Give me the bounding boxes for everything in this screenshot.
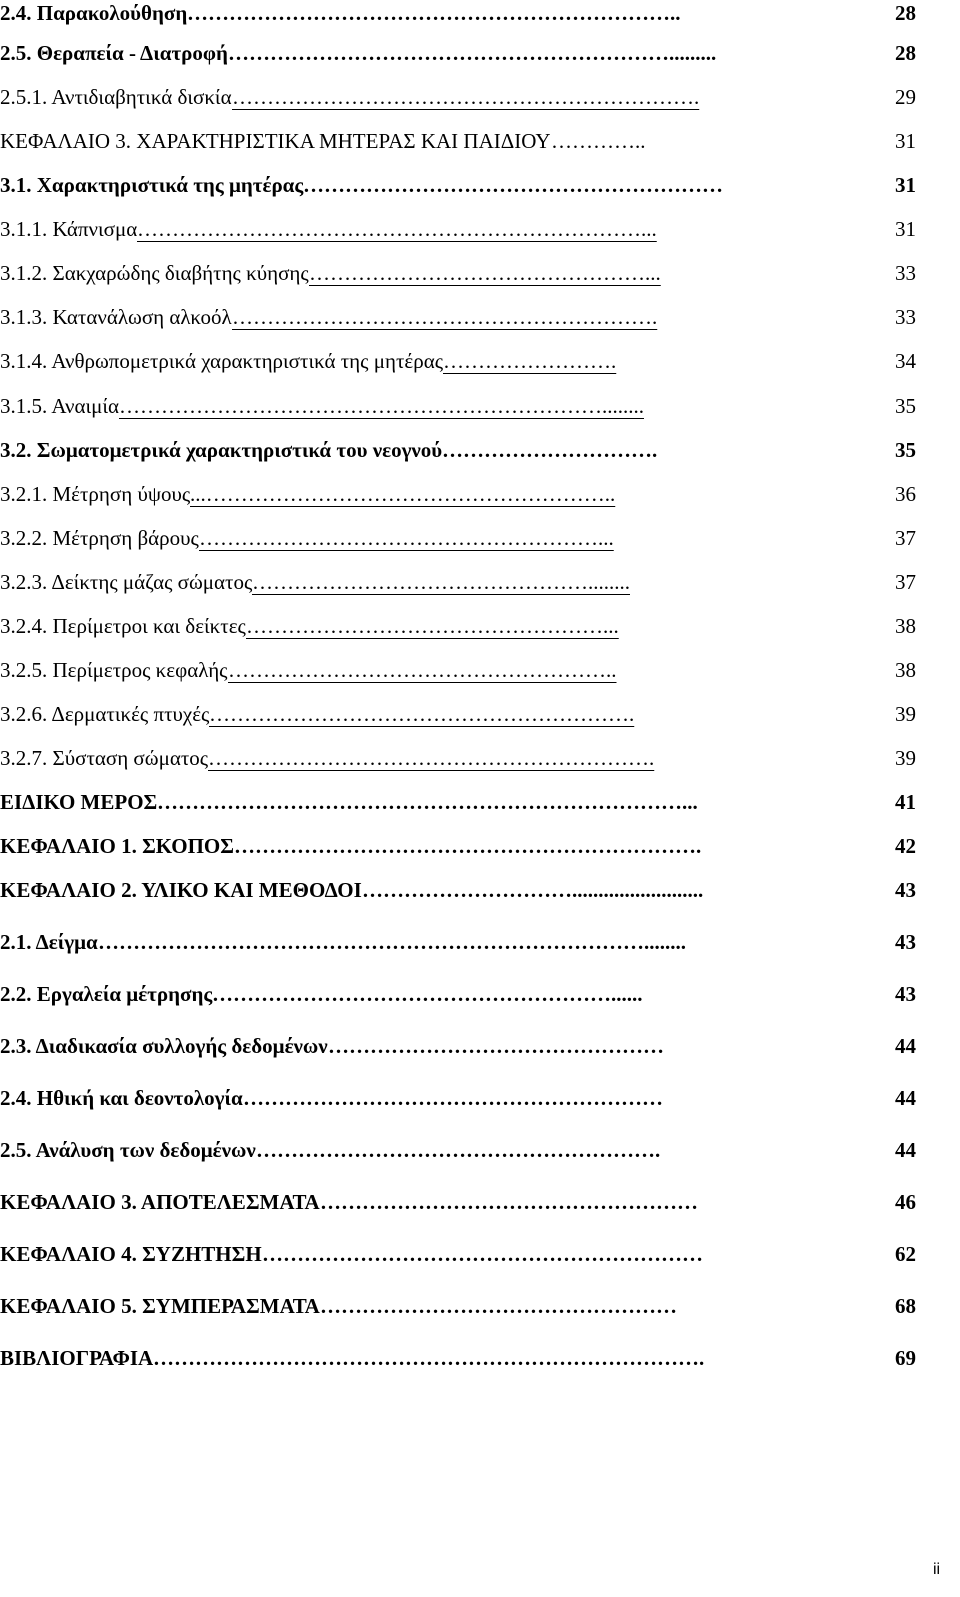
toc-entry-leader: ……………………………………………………………........ (119, 394, 644, 418)
toc-entry[interactable] (0, 260, 960, 294)
toc-entry-leader: …………………………………………………………. (232, 85, 700, 109)
toc-entry-title: 2.4. Ηθική και δεοντολογία (0, 1086, 243, 1110)
toc-entry-title: 3.1.4. Ανθρωπομετρικά χαρακτηριστικά της μητέρας (0, 349, 444, 373)
toc-entry-page-number: 44 (895, 1034, 916, 1058)
toc-entry[interactable] (0, 789, 960, 823)
toc-entry-page-number: 62 (895, 1242, 916, 1266)
toc-entry-page-number: 36 (895, 482, 916, 506)
toc-entry-leader: …………………………………………………... (199, 526, 614, 550)
toc-entry-title: 3.1.2. Σακχαρώδης διαβήτης κύησης (0, 261, 309, 285)
toc-entry-title: 2.3. Διαδικασία συλλογής δεδομένων (0, 1034, 328, 1058)
toc-entry-leader: …………………………………………………. (256, 1138, 661, 1162)
toc-entry[interactable] (0, 0, 960, 34)
toc-entry[interactable] (0, 1345, 960, 1379)
toc-entry-leader: ……………………………………………………. (232, 305, 658, 329)
toc-entry[interactable] (0, 981, 960, 1015)
toc-entry-page-number: 35 (895, 438, 916, 462)
toc-entry[interactable] (0, 172, 960, 206)
toc-entry[interactable] (0, 304, 960, 338)
toc-entry-page-number: 29 (895, 85, 916, 109)
toc-entry-title: 3.2.7. Σύσταση σώματος (0, 746, 209, 770)
toc-entry-page-number: 28 (895, 41, 916, 65)
toc-entry-title: 2.2. Εργαλεία μέτρησης (0, 982, 213, 1006)
toc-entry[interactable] (0, 216, 960, 250)
toc-entry[interactable] (0, 833, 960, 867)
toc-entry-leader: ………….. (551, 129, 646, 153)
toc-entry-page-number: 38 (895, 614, 916, 638)
toc-entry-leader: ...………………………………………………….. (190, 482, 616, 506)
toc-entry[interactable] (0, 1137, 960, 1171)
toc-entry[interactable] (0, 84, 960, 118)
toc-entry[interactable] (0, 525, 960, 559)
page-number-footer: ii (933, 1561, 941, 1578)
toc-entry-title: 3.2.6. Δερματικές πτυχές (0, 702, 210, 726)
toc-entry-page-number: 31 (895, 129, 916, 153)
toc-entry-page-number: 44 (895, 1138, 916, 1162)
toc-entry-page-number: 43 (895, 930, 916, 954)
toc-entry-title: 2.5. Ανάλυση των δεδομένων (0, 1138, 256, 1162)
toc-entry[interactable] (0, 1241, 960, 1275)
toc-entry-leader: ………………………………………… (328, 1034, 664, 1058)
toc-entry-page-number: 33 (895, 261, 916, 285)
toc-entry-leader: …………………………………………........ (252, 570, 630, 594)
toc-entry-page-number: 38 (895, 658, 916, 682)
toc-entry-title: 3.2.5. Περίμετρος κεφαλής (0, 658, 228, 682)
toc-entry-leader: ……………………………………………….. (228, 658, 617, 682)
toc-entry-leader: …………………………......................... (362, 878, 704, 902)
toc-entry-title: 2.5. Θεραπεία - Διατροφή (0, 41, 228, 65)
toc-entry-title: 3.2.4. Περίμετροι και δείκτες (0, 614, 246, 638)
toc-entry[interactable] (0, 1033, 960, 1067)
toc-entry-leader: …………………………………………... (309, 261, 661, 285)
toc-entry[interactable] (0, 745, 960, 779)
toc-entry[interactable] (0, 613, 960, 647)
toc-entry-page-number: 33 (895, 305, 916, 329)
toc-entry-title: 3.1.5. Αναιμία (0, 394, 120, 418)
toc-entry-leader: …………………………………………………………. (234, 834, 702, 858)
toc-entry-page-number: 46 (895, 1190, 916, 1214)
toc-entry-title: 3.1. Χαρακτηριστικά της μητέρας (0, 173, 304, 197)
toc-entry[interactable] (0, 1293, 960, 1327)
toc-entry-title: ΚΕΦΑΛΑΙΟ 5. ΣΥΜΠΕΡΑΣΜΑΤΑ (0, 1294, 320, 1318)
toc-entry-page-number: 37 (895, 570, 916, 594)
toc-entry-page-number: 31 (895, 217, 916, 241)
toc-entry-leader: ……………………. (443, 349, 617, 373)
toc-entry-leader: ………………………………………………………………... (137, 217, 657, 241)
toc-entry-page-number: 34 (895, 349, 916, 373)
toc-entry[interactable] (0, 481, 960, 515)
toc-entry-title: ΚΕΦΑΛΑΙΟ 2. ΥΛΙΚΟ ΚΑΙ ΜΕΘΟΔΟΙ (0, 878, 362, 902)
toc-entry[interactable] (0, 701, 960, 735)
toc-entry-leader: ……………………………………………………. (209, 702, 635, 726)
toc-entry-title: ΚΕΦΑΛΑΙΟ 1. ΣΚΟΠΟΣ (0, 834, 234, 858)
toc-entry-leader: …………………………………………………………………... (157, 790, 698, 814)
toc-entry-leader: …………………………………………………………….. (187, 1, 681, 25)
toc-entry-title: ΒΙΒΛΙΟΓΡΑΦΙΑ (0, 1346, 154, 1370)
toc-entry-title: ΚΕΦΑΛΑΙΟ 3. ΧΑΡΑΚΤΗΡΙΣΤΙΚΑ ΜΗΤΕΡΑΣ ΚΑΙ ΠΑΙΔΙΟΥ (0, 129, 551, 153)
toc-entry-leader: ……………………………………………... (246, 614, 619, 638)
toc-entry[interactable] (0, 40, 960, 74)
toc-entry-page-number: 41 (895, 790, 916, 814)
toc-entry[interactable] (0, 1189, 960, 1223)
toc-entry-title: 2.4. Παρακολούθηση (0, 1, 188, 25)
toc-entry[interactable] (0, 437, 960, 471)
toc-entry-page-number: 39 (895, 702, 916, 726)
toc-entry-leader: …………………………………………………...... (212, 982, 643, 1006)
toc-entry[interactable] (0, 657, 960, 691)
toc-entry-page-number: 28 (895, 1, 916, 25)
toc-entry-page-number: 68 (895, 1294, 916, 1318)
toc-entry[interactable] (0, 1085, 960, 1119)
toc-entry-title: 3.1.1. Κάπνισμα (0, 217, 138, 241)
toc-entry-page-number: 31 (895, 173, 916, 197)
toc-entry-title: ΚΕΦΑΛΑΙΟ 3. ΑΠΟΤΕΛΕΣΜΑΤΑ (0, 1190, 320, 1214)
toc-entry-title: ΕΙΔΙΚΟ ΜΕΡΟΣ (0, 790, 158, 814)
toc-entry[interactable] (0, 128, 960, 162)
toc-entry-page-number: 69 (895, 1346, 916, 1370)
toc-entry[interactable] (0, 348, 960, 382)
toc-entry-leader: …………………………………………………… (243, 1086, 663, 1110)
toc-entry-leader: ……………………………………………………… (262, 1242, 703, 1266)
toc-entry-title: 3.1.3. Κατανάλωση αλκοόλ (0, 305, 232, 329)
toc-entry-title: 2.1. Δείγμα (0, 930, 98, 954)
toc-entry-title: 2.5.1. Αντιδιαβητικά δισκία (0, 85, 232, 109)
toc-entry[interactable] (0, 929, 960, 963)
toc-entry[interactable] (0, 877, 960, 911)
toc-entry-leader: ……………………………………………………………………........ (98, 930, 686, 954)
toc-entry-leader: ……………………………………………… (320, 1190, 698, 1214)
toc-entry-page-number: 39 (895, 746, 916, 770)
toc-entry-leader: …………………………………………… (320, 1294, 677, 1318)
toc-entry-leader: ……………………………………………………………………. (153, 1346, 705, 1370)
toc-entry-title: 3.2.1. Μέτρηση ύψους (0, 482, 191, 506)
toc-entry-leader: …………………………. (442, 438, 658, 462)
toc-entry-leader: ………………………………………………………......... (228, 41, 717, 65)
toc-entry-title: ΚΕΦΑΛΑΙΟ 4. ΣΥΖΗΤΗΣΗ (0, 1242, 262, 1266)
toc-entry-page-number: 44 (895, 1086, 916, 1110)
toc-entry-leader: ………………………………………………………. (208, 746, 655, 770)
toc-entry-page-number: 43 (895, 982, 916, 1006)
toc-entry-page-number: 37 (895, 526, 916, 550)
toc-entry-page-number: 42 (895, 834, 916, 858)
toc-entry[interactable] (0, 569, 960, 603)
toc-entry-page-number: 35 (895, 394, 916, 418)
toc-entry-page-number: 43 (895, 878, 916, 902)
toc-entry[interactable] (0, 393, 960, 427)
toc-entry-title: 3.2.2. Μέτρηση βάρους (0, 526, 199, 550)
toc-entry-leader: …………………………………………………… (303, 173, 723, 197)
toc-entry-title: 3.2.3. Δείκτης μάζας σώματος (0, 570, 253, 594)
toc-entry-title: 3.2. Σωματομετρικά χαρακτηριστικά του νεογνού (0, 438, 443, 462)
